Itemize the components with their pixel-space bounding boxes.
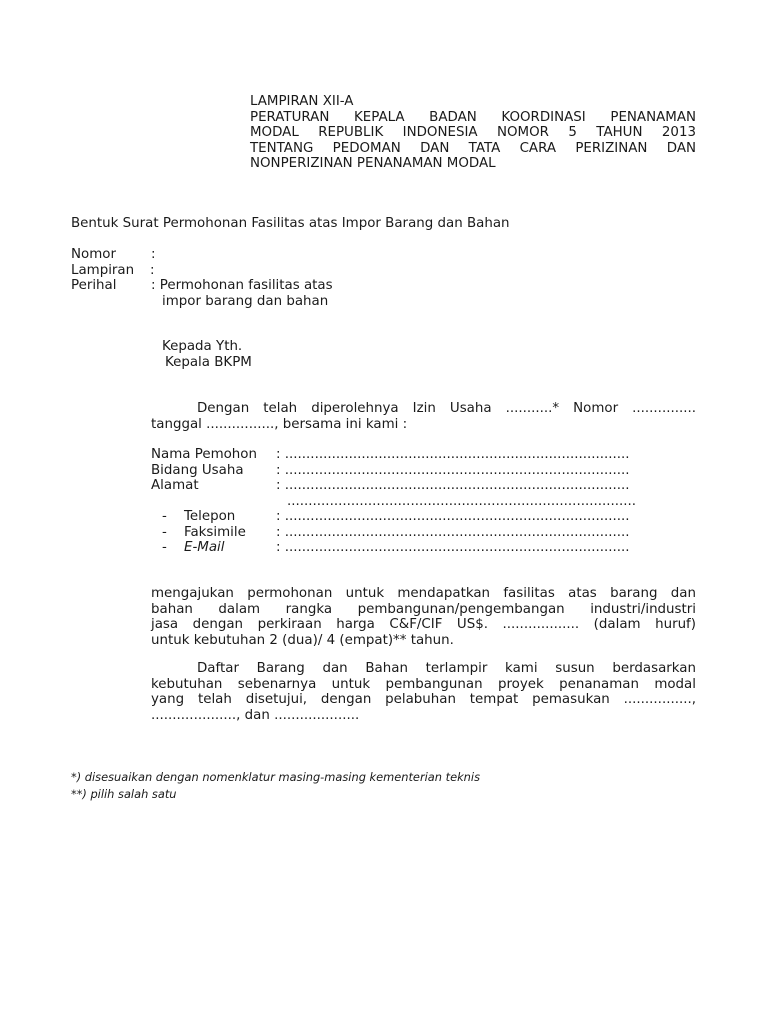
recipient-salutation: Kepada Yth. xyxy=(162,339,243,354)
header-lampiran: LAMPIRAN XII-A xyxy=(250,94,354,109)
intro-line-2: tanggal ................, bersama ini kami : xyxy=(151,416,408,432)
bidang-usaha-value: : ................................................................................. xyxy=(276,462,630,478)
nomor-colon: : xyxy=(151,247,156,262)
telepon-label: Telepon xyxy=(184,509,236,524)
faksimile-value: : ................................................................................. xyxy=(276,524,630,540)
request-paragraph-line-2: bahan dalam rangka pembangunan/pengembangan industri/industri xyxy=(151,601,696,617)
perihal-value-line-1: : Permohonan fasilitas atas xyxy=(151,278,333,293)
nama-pemohon-label: Nama Pemohon xyxy=(151,447,257,462)
goods-list-paragraph-line-2: kebutuhan sebenarnya untuk pembangunan proyek penanaman modal xyxy=(151,676,696,692)
goods-list-paragraph-line-4: ...................., dan .................... xyxy=(151,707,360,723)
email-dash: - xyxy=(162,540,167,555)
telepon-value: : ................................................................................. xyxy=(276,509,630,524)
email-label: E-Mail xyxy=(184,540,225,555)
perihal-value-line-2: impor barang dan bahan xyxy=(162,293,329,309)
form-title: Bentuk Surat Permohonan Fasilitas atas Impor Barang dan Bahan xyxy=(71,216,510,231)
lampiran-colon: : xyxy=(150,262,155,278)
request-paragraph-line-4: untuk kebutuhan 2 (dua)/ 4 (empat)** tahun. xyxy=(151,632,454,648)
nomor-label: Nomor xyxy=(71,247,116,262)
footnote-2: **) pilih salah satu xyxy=(71,787,177,801)
faksimile-dash: - xyxy=(162,524,167,540)
header-regulation-line-3: TENTANG PEDOMAN DAN TATA CARA PERIZINAN DAN xyxy=(250,140,696,156)
recipient-name: Kepala BKPM xyxy=(165,354,252,370)
email-value: : ................................................................................. xyxy=(276,540,630,555)
goods-list-paragraph-line-1: Daftar Barang dan Bahan terlampir kami susun berdasarkan xyxy=(197,661,696,676)
alamat-value-continued: .................................................................................. xyxy=(287,493,637,509)
alamat-label: Alamat xyxy=(151,478,199,493)
nama-pemohon-value: : ................................................................................. xyxy=(276,447,630,462)
header-regulation-line-4: NONPERIZINAN PENANAMAN MODAL xyxy=(250,156,496,171)
bidang-usaha-label: Bidang Usaha xyxy=(151,462,244,478)
telepon-dash: - xyxy=(162,509,167,524)
perihal-label: Perihal xyxy=(71,278,117,293)
goods-list-paragraph-line-3: yang telah disetujui, dengan pelabuhan tempat pemasukan ................, xyxy=(151,692,696,707)
lampiran-label: Lampiran xyxy=(71,262,135,278)
header-regulation-line-1: PERATURAN KEPALA BADAN KOORDINASI PENANAMAN xyxy=(250,109,696,125)
request-paragraph-line-1: mengajukan permohonan untuk mendapatkan fasilitas atas barang dan xyxy=(151,586,696,601)
header-regulation-line-2: MODAL REPUBLIK INDONESIA NOMOR 5 TAHUN 2013 xyxy=(250,125,696,140)
intro-line-1: Dengan telah diperolehnya Izin Usaha ...........* Nomor ............... xyxy=(197,401,696,416)
footnote-1: *) disesuaikan dengan nomenklatur masing-masing kementerian teknis xyxy=(71,770,481,784)
alamat-value: : ................................................................................. xyxy=(276,478,630,493)
faksimile-label: Faksimile xyxy=(184,524,246,540)
request-paragraph-line-3: jasa dengan perkiraan harga C&F/CIF US$. .................. (dalam huruf) xyxy=(151,617,696,632)
